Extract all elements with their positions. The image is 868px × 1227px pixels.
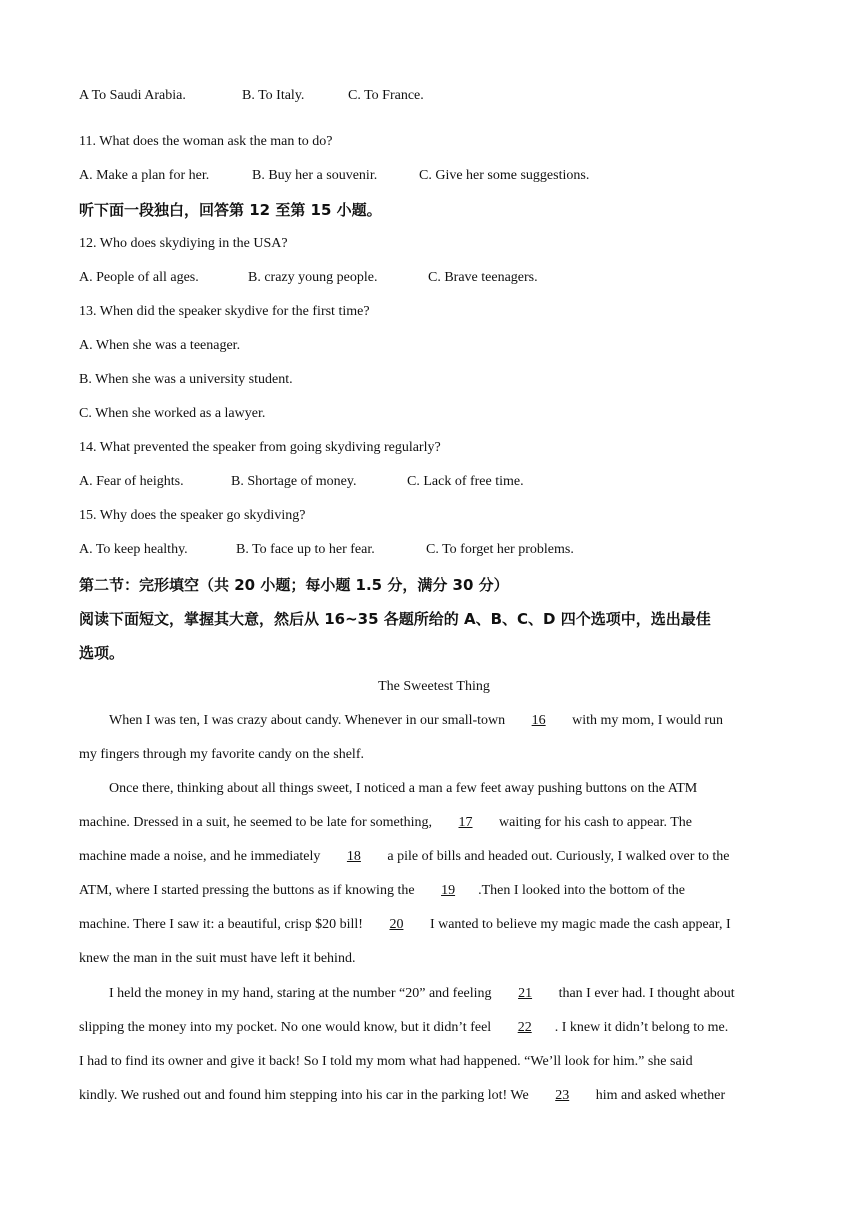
passage-line [79, 915, 808, 935]
section2-instruction-line1: 阅读下面短文，掌握其大意，然后从 16~35 各题所给的 A、B、C、D 四个选项中，选出最佳 [79, 610, 711, 628]
cloze-blank: 23 [555, 1088, 570, 1103]
passage-text: kindly. We rushed out and found him stepping into his car in the parking lot! We [79, 1088, 533, 1103]
q11-options [79, 166, 808, 186]
passage-line [109, 711, 808, 731]
q13-option-a: A. When she was a teenager. [79, 338, 241, 353]
passage-line [79, 1086, 808, 1106]
q11-option-a: A. Make a plan for her. [79, 168, 210, 183]
q14-option-a: A. Fear of heights. [79, 474, 184, 489]
cloze-blank: 19 [441, 883, 456, 898]
passage-title: The Sweetest Thing [378, 679, 490, 694]
section2-heading: 第二节：完形填空（共 20 小题；每小题 1.5 分，满分 30 分） [79, 576, 509, 594]
passage-text: I wanted to believe my magic made the cash appear, I [426, 917, 731, 932]
cloze-blank: 18 [346, 849, 361, 864]
q13-question: 13. When did the speaker skydive for the first time? [79, 304, 370, 319]
q14-options [79, 472, 808, 492]
q12-option-a: A. People of all ages. [79, 270, 199, 285]
q15-option-a: A. To keep healthy. [79, 542, 188, 557]
passage-text: .Then I looked into the bottom of the [478, 883, 685, 898]
passage-line [79, 847, 808, 867]
passage-text: ATM, where I started pressing the buttons as if knowing the [79, 883, 419, 898]
passage-text: machine. There I saw it: a beautiful, crisp $20 bill! [79, 917, 367, 932]
q15-options [79, 540, 808, 560]
q12-option-c: C. Brave teenagers. [428, 270, 538, 285]
passage-text: waiting for his cash to appear. The [495, 815, 692, 830]
passage-line [109, 984, 808, 1004]
q11-option-c: C. Give her some suggestions. [419, 168, 590, 183]
passage-line [79, 1018, 808, 1038]
q14-question: 14. What prevented the speaker from going skydiving regularly? [79, 440, 441, 455]
passage-text: a pile of bills and headed out. Curiously, I walked over to the [383, 849, 730, 864]
passage-text: machine made a noise, and he immediately [79, 849, 324, 864]
cloze-blank: 22 [517, 1020, 532, 1035]
q10-option-a: A To Saudi Arabia. [79, 88, 186, 103]
cloze-blank: 17 [458, 815, 473, 830]
cloze-blank: 21 [518, 986, 533, 1001]
passage-line [79, 813, 808, 833]
q14-option-b: B. Shortage of money. [231, 474, 357, 489]
q13-option-c: C. When she worked as a lawyer. [79, 406, 266, 421]
cloze-blank: 16 [531, 713, 546, 728]
passage-text: than I ever had. I thought about [555, 986, 735, 1001]
q12-options [79, 268, 808, 288]
passage-text: machine. Dressed in a suit, he seemed to be late for something, [79, 815, 436, 830]
cloze-blank: 20 [389, 917, 404, 932]
q11-question: 11. What does the woman ask the man to do? [79, 134, 333, 149]
passage-text: I had to find its owner and give it back! So I told my mom what had happened. “We’ll look for him.” she said [79, 1054, 693, 1069]
passage-text: slipping the money into my pocket. No one would know, but it didn’t feel [79, 1020, 495, 1035]
q12-question: 12. Who does skydiying in the USA? [79, 236, 288, 251]
passage-line [79, 881, 808, 901]
q12-option-b: B. crazy young people. [248, 270, 378, 285]
section2-instruction-line2: 选项。 [79, 644, 125, 662]
passage-text: my fingers through my favorite candy on the shelf. [79, 747, 364, 762]
q15-question: 15. Why does the speaker go skydiving? [79, 508, 306, 523]
passage-text: with my mom, I would run [568, 713, 724, 728]
passage-line [79, 949, 808, 969]
passage-line [79, 745, 808, 765]
q10-options [79, 86, 808, 106]
passage-line [109, 779, 808, 799]
q15-option-b: B. To face up to her fear. [236, 542, 375, 557]
passage-text: him and asked whether [592, 1088, 726, 1103]
q10-option-c: C. To France. [348, 88, 424, 103]
passage-text: . I knew it didn’t belong to me. [554, 1020, 729, 1035]
passage-text: When I was ten, I was crazy about candy. Whenever in our small-town [109, 713, 509, 728]
q15-option-c: C. To forget her problems. [426, 542, 574, 557]
q11-option-b: B. Buy her a souvenir. [252, 168, 378, 183]
passage-text: Once there, thinking about all things sweet, I noticed a man a few feet away pushing buttons on the ATM [109, 781, 698, 796]
q14-option-c: C. Lack of free time. [407, 474, 524, 489]
monologue-instruction: 听下面一段独白，回答第 12 至第 15 小题。 [79, 201, 382, 219]
passage-line [79, 1052, 808, 1072]
q10-option-b: B. To Italy. [242, 88, 305, 103]
passage-text: knew the man in the suit must have left it behind. [79, 951, 356, 966]
q13-option-b: B. When she was a university student. [79, 372, 293, 387]
passage-text: I held the money in my hand, staring at the number “20” and feeling [109, 986, 496, 1001]
